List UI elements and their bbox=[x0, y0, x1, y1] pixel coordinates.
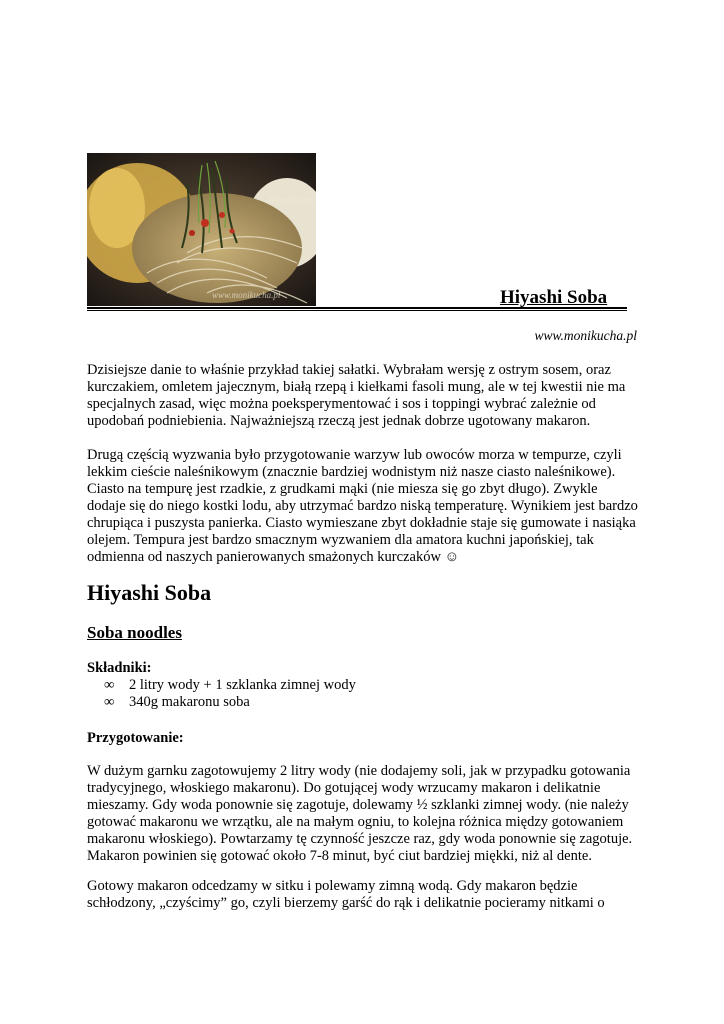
header-divider bbox=[87, 307, 627, 311]
ingredients-label: Składniki: bbox=[87, 660, 152, 676]
dish-photo-illustration bbox=[87, 153, 316, 306]
header-title: Hiyashi Soba bbox=[500, 287, 608, 308]
dish-photo bbox=[87, 153, 316, 306]
list-item bbox=[104, 677, 356, 694]
ingredients-list bbox=[104, 677, 356, 711]
ingredient-text: 340g makaronu soba bbox=[129, 694, 250, 710]
infinity-bullet-icon: ∞ bbox=[104, 694, 115, 710]
ingredient-text: 2 litry wody + 1 szklanka zimnej wody bbox=[129, 677, 356, 693]
intro-paragraph-1: Dzisiejsze danie to właśnie przykład takiej sałatki. Wybrałam wersję z ostrym sosem, oraz kurczakiem, omletem jajecznym, białą rzepą i kiełkami fasoli mung, ale w tej kwestii nie ma specjalnych zasad, więc można poeksperymentować i sos i toppingi wybrać zależnie od upodobań podniebienia. Najważniejszą rzeczą jest jednak dobrze ugotowany makaron. bbox=[87, 362, 626, 429]
source-url: www.monikucha.pl bbox=[534, 328, 637, 343]
recipe-title: Hiyashi Soba bbox=[87, 580, 212, 605]
photo-watermark-top: hiyashi soba bbox=[269, 195, 315, 205]
photo-watermark-bottom: www.monikucha.pl bbox=[212, 290, 281, 300]
preparation-paragraph-2: Gotowy makaron odcedzamy w sitku i polewamy zimną wodą. Gdy makaron będzie schłodzony, „czyścimy” go, czyli bierzemy garść do rąk i delikatnie pocieramy nitkami o bbox=[87, 878, 605, 911]
preparation-paragraph-1: W dużym garnku zagotowujemy 2 litry wody (nie dodajemy soli, jak w przypadku gotowania tradycyjnego, włoskiego makaronu). Do gotującej wody wrzucamy makaron i delikatnie mieszamy. Gdy woda ponownie się zagotuje, dolewamy ½ szklanki zimnej wody. (nie należy gotować makaronu we wrzątku, ale na małym ogniu, to kolejna różnica między gotowaniem makaronu włoskiego). Powtarzamy tę czynność jeszcze raz, gdy woda ponownie się zagotuje. Makaron powinien się gotować około 7-8 minut, być ciut bardziej miękki, niż al dente. bbox=[87, 763, 633, 864]
list-item bbox=[104, 694, 356, 711]
section-heading: Soba noodles bbox=[87, 623, 182, 642]
preparation-label: Przygotowanie: bbox=[87, 730, 184, 746]
intro-paragraph-2: Drugą częścią wyzwania było przygotowanie warzyw lub owoców morza w tempurze, czyli lekkim cieście naleśnikowym (znacznie bardziej wodnistym niż nasze ciasto naleśnikowe). Ciasto na tempurę jest rzadkie, z grudkami mąki (nie miesza się go zbyt długo). Zwykle dodaje się do niego kostki lodu, aby utrzymać bardzo niską temperaturę. Wynikiem jest bardzo chrupiąca i puszysta panierka. Ciasto wymieszane zbyt dokładnie staje się gumowate i nasiąka olejem. Tempura jest bardzo smacznym wyzwaniem dla amatora kuchni japońskiej, tak odmienna od naszych panierowanych smażonych kurczaków ☺ bbox=[87, 447, 638, 565]
infinity-bullet-icon: ∞ bbox=[104, 677, 115, 693]
